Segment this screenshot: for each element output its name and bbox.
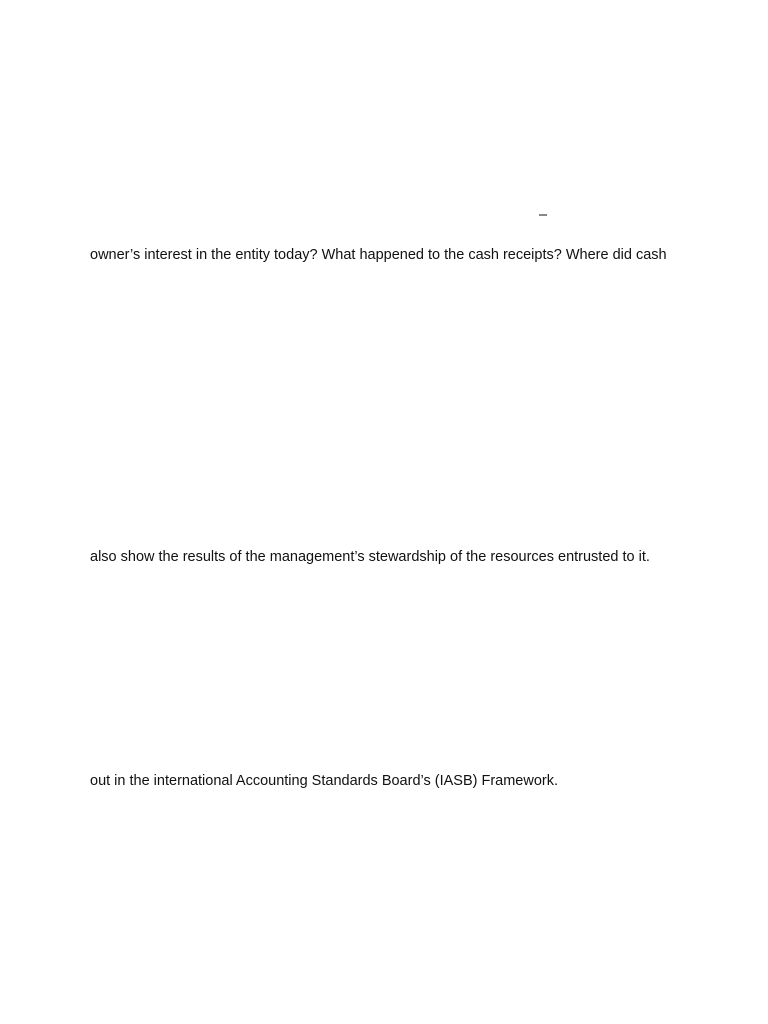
dash-mark: – [539, 207, 548, 223]
text-line-stewardship: also show the results of the management’s stewardship of the resources entrusted to it. [90, 549, 650, 565]
text-line-owners-interest: owner’s interest in the entity today? What happened to the cash receipts? Where did cash [90, 247, 667, 263]
text-line-iasb-framework: out in the international Accounting Standards Board’s (IASB) Framework. [90, 773, 559, 789]
